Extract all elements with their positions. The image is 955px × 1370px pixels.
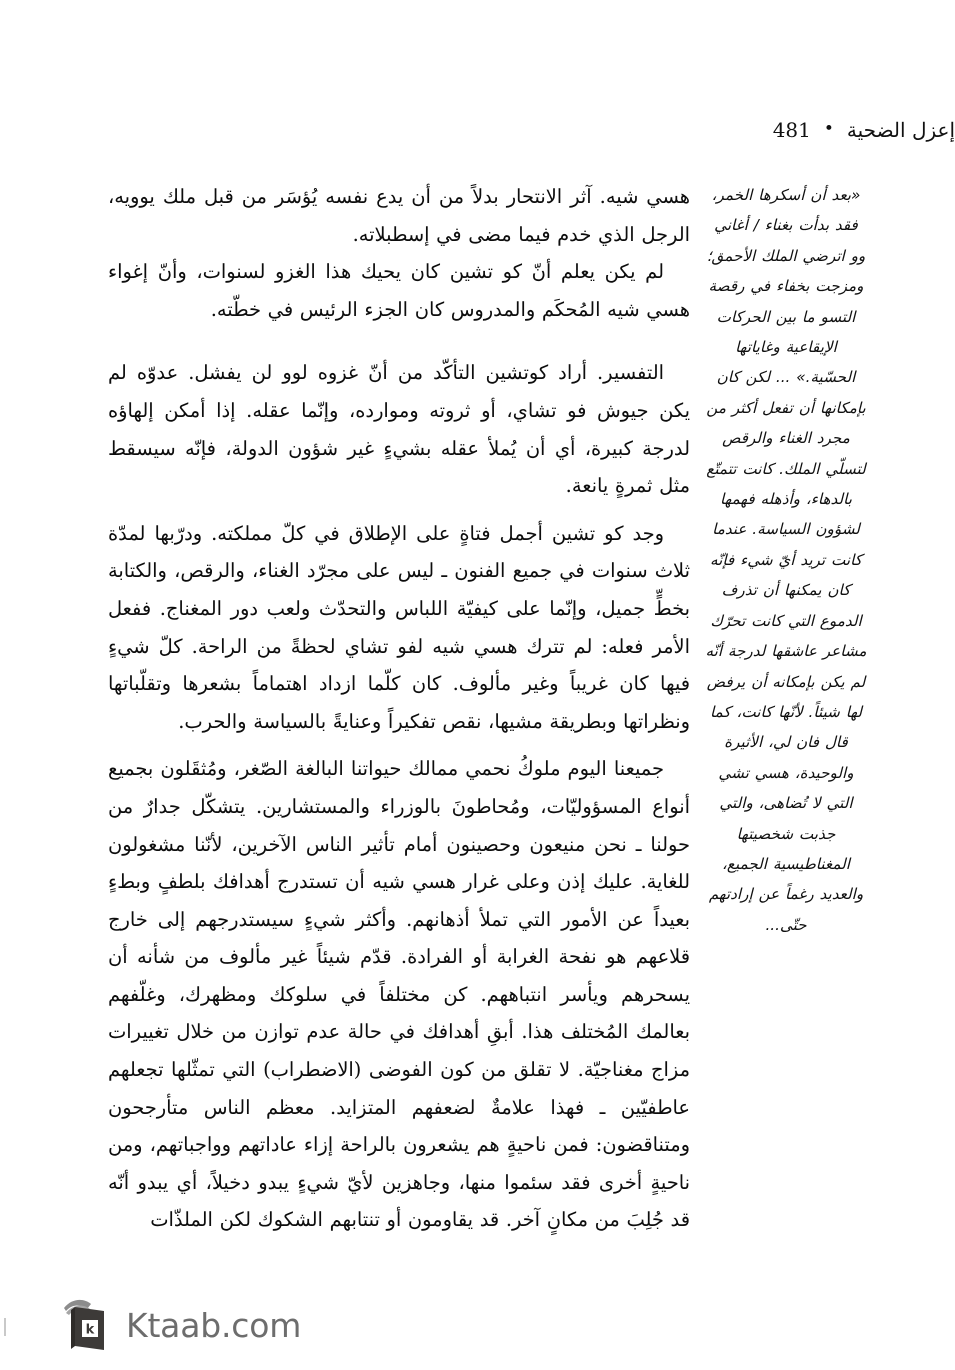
running-head — [110, 118, 955, 148]
page-body — [108, 178, 868, 1258]
svg-text:k: k — [85, 1322, 95, 1338]
paragraph-1: هسي شيه. آثر الانتحار بدلاً من أن يدع نفسه يُؤسَر من قبل ملك يوويه، الرجل الذي خدم فيما مضى في إسطبلاته. — [108, 185, 690, 246]
margin-note — [704, 178, 868, 1258]
watermark-label: Ktaab.com — [126, 1305, 302, 1345]
book-logo-icon — [60, 1295, 114, 1355]
paragraph-3: التفسير. أراد كوتشين التأكّد من أنّ غزوه لوو لن يفشل. عدوّه لم يكن جيوش فو تشاي، أو ثروته وموارده، وإنّما عقله. إذا أمكن إلهاؤه لدرجة كبيرة، أي أن يُملأ عقله بشيءٍ غير شؤون الدولة، فإنّه سيسقط مثل ثمرةٍ يانعة. — [108, 361, 690, 498]
main-text-column — [108, 178, 704, 1258]
page-number: 481 — [772, 118, 811, 142]
paragraph-5: جميعنا اليوم ملوكُ نحمي ممالك حيواتنا البالغة الصّغر، ومُثقَلون بجميع أنواع المسؤوليّات، ومُحاطونَ بالوزراء والمستشارين. يتشكّل جدارٌ من حولنا ـ نحن منيعون وحصينون أمام تأثير الناس الآخرين، لأنّنا مشغولون للغاية. عليك إذن وعلى غرار هسي شيه أن تستدرج أهدافك بلطفٍ وبطءٍ بعيداً عن الأمور التي تملأ أذهانهم. وأكثر شيءٍ سيستدرجهم إلى خارج قلاعهم هو نفحة الغرابة أو الفرادة. قدّم شيئاً غير مألوف من شأنه أن يسحرهم ويأسر انتباههم. كن مختلفاً في سلوكك ومظهرك، وغلّفهم بعالمك المُختلف هذا. أبقِ أهدافك في حالة عدم توازن من خلال تغييرات مزاج مغناجيّة. لا تقلق من كون الفوضى (الاضطراب) التي تمثّلها تجعلهم عاطفيّين ـ فهذا علامةٌ لضعفهم المتزايد. معظم الناس متأرجحون ومتناقضون: فمن ناحيةٍ هم يشعرون بالراحة إزاء عاداتهم وواجباتهم، ومن ناحيةٍ أخرى فقد سئموا منها، وجاهزين لأيّ شيءٍ يبدو دخيلاً، أي يبدو أنّه قد جُلِبَ من مكانٍ آخر. قد يقاومون أو تنتابهم الشكوك لكن الملذّات — [108, 757, 690, 1232]
paragraph-4: وجد كو تشين أجمل فتاةٍ على الإطلاق في كلّ مملكته. ودرّبها لمدّة ثلاث سنوات في جميع الفنون ـ ليس على مجرّد الغناء، والرقص، والكتابة بخطٍّ جميل، وإنّما على كيفيّة اللباس والتحدّث ولعب دور المغناج. ففعل الأمر فعله: لم تترك هسي شيه لفو تشاي لحظةً من الراحة. كلّ شيءٍ فيها كان غريباً وغير مألوف. كان كلّما ازداد اهتماماً بشعرها وتقلّباتها ونظراتها وبطريقة مشيها، نقص تفكيراً وعنايةً بالسياسة والحرب. — [108, 521, 690, 733]
chapter-title: إعزل الضحية — [846, 118, 955, 142]
running-head-separator: • — [823, 119, 834, 139]
site-watermark — [60, 1292, 320, 1358]
paragraph-2: لم يكن يعلم أنّ كو تشين كان يحيك هذا الغزو لسنوات، وأنّ إغواء هسي شيه المُحكَم والمدروس كان الجزء الرئيس في خطّته. — [108, 260, 690, 321]
watermark-edge-tick — [4, 1318, 6, 1336]
margin-note-text: «بعد أن أسكرها الخمر، فقد بدأت بغناء / أغاني وو اترضي الملك الأحمق؛ ومزجت بخفاء في رقصة التسو ما بين الحركات الإيقاعية وغاياتها الحسّية.» ... لكن كان بإمكانها أن تفعل أكثر من مجرد الغناء والرقص لتسلّي الملك. كانت تتمتّع بالدهاء، وأذهله فهمها لشؤون السياسة. عندما كانت تريد أيّ شيء فإنّه كان يمكنها أن تذرف الدموع التي كانت تحرّك مشاعر عاشقها لدرجة أنّه لم يكن بإمكانه أن يرفض لها شيئاً. لأنّها كانت، كما قال فان لي، الأثيرة والوحيدة، هسي تشي التي لا تُضاهى، والتي جذبت شخصيتها المغناطيسية الجميع، والعديد رغماً عن إرادتهم حتّى... — [705, 186, 867, 934]
